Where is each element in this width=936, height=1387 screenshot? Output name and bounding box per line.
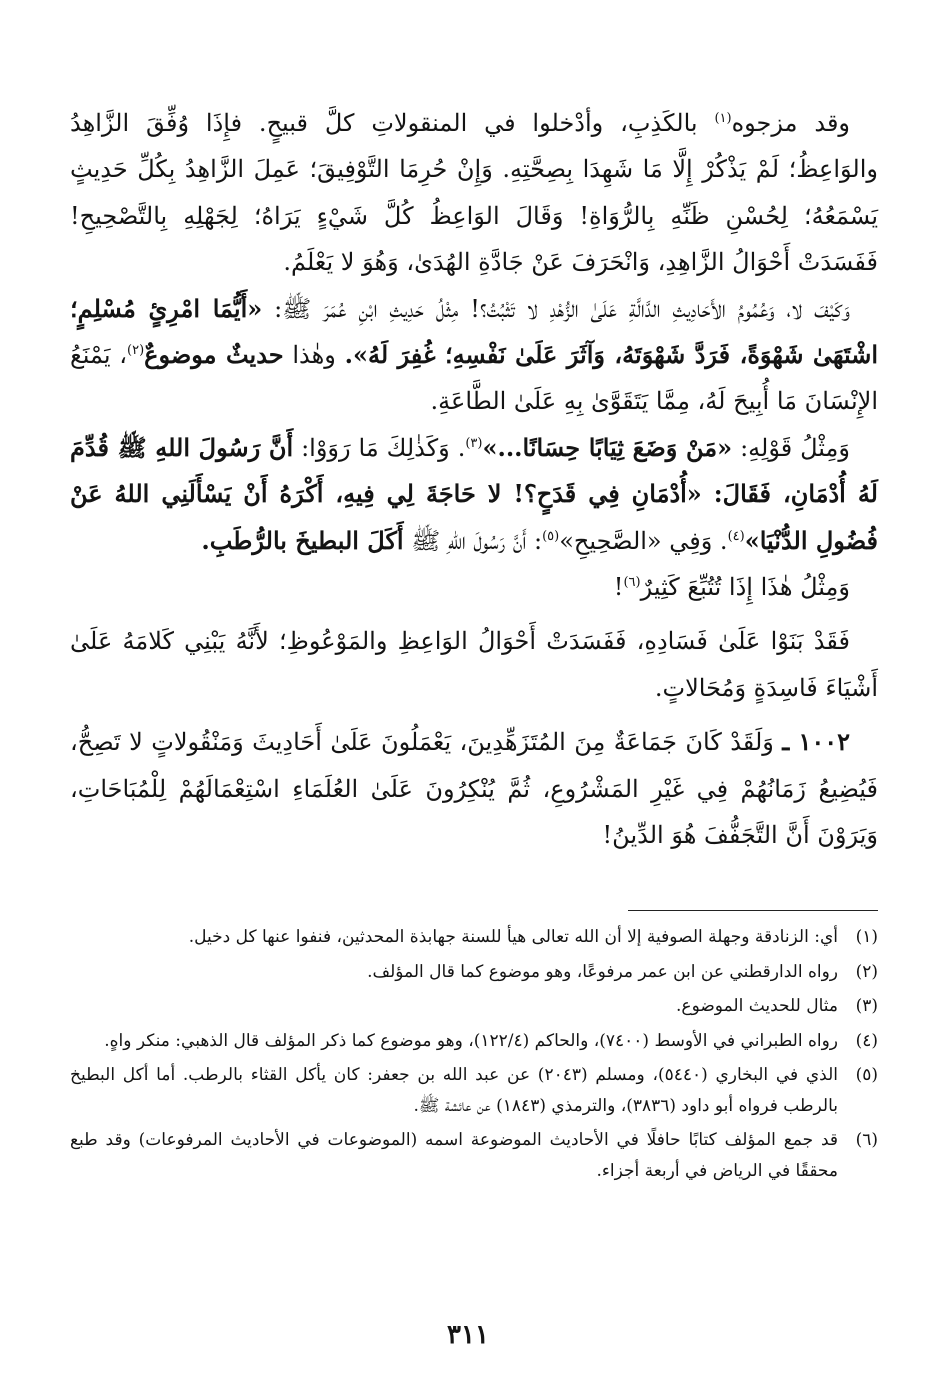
text-run: ، يَمْنَعُ الإِنْسَانَ مَا أُبِيحَ لَهُ، مِمَّا يَتَقَوَّىٰ بِهِ عَلَىٰ الطَّاعَةِ. xyxy=(70,341,878,416)
main-text xyxy=(70,100,878,859)
footnote-6 xyxy=(70,1125,878,1186)
footnote-3 xyxy=(70,991,878,1022)
text-run: وَلَقَدْ كَانَ جَمَاعَةٌ مِنَ المُتَزَهِّدِينَ، يَعْمَلُونَ عَلَىٰ أَحَادِيثَ وَمَنْقُولاتٍ لا تَصِحُّ، فَيُضِيعُ زَمَانُهُمْ فِي غَيْرِ المَشْرُوعِ، ثُمَّ يُنْكِرُونَ عَلَىٰ العُلَمَاءِ اسْتِعْمَالَهُمْ لِلْمُبَاحَاتِ، وَيَرَوْنَ أَنَّ التَّجَفُّفَ هُوَ الدِّينُ! xyxy=(70,728,878,850)
text-run: : أَنَّ رَسُولَ اللهِ ﷺ xyxy=(403,526,543,555)
hadith-quote: «أَيُّمَا امْرِئٍ مُسْلِمٍ؛ اشْتَهَىٰ شَهْوَةً، فَرَدَّ شَهْوَتَهُ، وَآثَرَ عَلَىٰ نَفْسِهِ؛ غُفِرَ لَهُ». xyxy=(70,293,878,370)
footnote-text: مثال للحديث الموضوع. xyxy=(676,996,838,1016)
text-run: وَمِثْلُ هٰذَا إِذَا تُتُبِّعَ كَثِيرٌ xyxy=(640,573,850,602)
section-number: ١٠٠٢ ـ xyxy=(782,727,851,757)
footnote-number: (٢) xyxy=(855,961,878,982)
footnote-4 xyxy=(70,1026,878,1057)
bold-ruling: حديثٌ موضوعٌ xyxy=(144,340,284,370)
paragraph-4 xyxy=(70,564,878,610)
paragraph-2 xyxy=(70,286,878,425)
footnote-5 xyxy=(70,1060,878,1121)
footnote-number: (٥) xyxy=(855,1065,878,1085)
paragraph-6 xyxy=(70,719,878,858)
footnote-ref-6[interactable]: (٦) xyxy=(623,575,641,591)
text-run: وهٰذا xyxy=(283,341,345,370)
footnote-text: رواه الطبراني في الأوسط (٧٤٠٠)، والحاكم (١٢٢/٤)، وهو موضوع كما ذكر المؤلف قال الذهبي: منكر واهٍ. xyxy=(104,1030,838,1051)
footnote-ref-3[interactable]: (٣) xyxy=(465,435,483,451)
footnote-text: رواه الدارقطني عن ابن عمر مرفوعًا، وهو موضوع كما قال المؤلف. xyxy=(367,961,838,982)
footnote-ref-5[interactable]: (٥) xyxy=(542,528,560,544)
footnote-number: (٣) xyxy=(855,996,878,1016)
hadith-quote: أَنَّ رَسُولَ اللهِ ﷺ قُدِّمَ لَهُ أُدْمَانِ، فَقَالَ: «أُدْمَانِ فِي قَدَحٍ؟! لا حَاجَةَ لِي فِيهِ، أَكْرَهُ أَنْ يَسْأَلَنِي اللهُ عَنْ فُضُولِ الدُّنْيَا» xyxy=(70,432,878,555)
footnote-text: قد جمع المؤلف كتابًا حافلًا في الأحاديث الموضوعة اسمه (الموضوعات في الأحاديث المرفوعات) وقد طبع محققًا في الرياض في أربعة أجزاء. xyxy=(70,1130,838,1181)
text-run: ! xyxy=(613,573,624,602)
footnote-text: أي: الزنادقة وجهلة الصوفية إلا أن الله تعالى هيأ للسنة جهابذة المحدثين، فنفوا عنها كل دخيل. xyxy=(188,927,838,947)
hadith-quote: «مَنْ وَضَعَ ثِيَابًا حِسَانًا...» xyxy=(482,432,733,462)
footnote-separator xyxy=(628,910,878,911)
text-run: بالكَذِبِ، وأدْخلوا في المنقولاتِ كلَّ قبيحٍ. xyxy=(242,109,715,137)
footnote-2 xyxy=(70,957,878,988)
text-run: . وَكَذٰلِكَ مَا رَوَوْا: xyxy=(293,433,466,462)
paragraph-3 xyxy=(70,425,878,564)
paragraph-5: فَقَدْ بَنَوْا عَلَىٰ فَسَادِهِ، فَفَسَدَتْ أَحْوَالُ الوَاعِظِ والمَوْعُوظِ؛ لأَنَّهُ يَبْنِي كَلامَهُ عَلَىٰ أَشْيَاءَ فَاسِدَةٍ وَمُحَالاتٍ. xyxy=(70,627,878,702)
text-run: وَكَيْفَ لا، وَعُمُومُ الأَحَادِيثِ الدَّالَّةِ عَلَىٰ الزُّهْدِ لا تَثْبُتُ؟! مِثْلُ حَدِيثِ ابْنِ عُمَرَ ﷺ: xyxy=(262,294,850,323)
text-run: وقد مزجوه xyxy=(731,109,850,137)
footnote-number: (١) xyxy=(855,927,878,947)
text-run: فإِذَا وُفِّقَ الزَّاهِدُ والوَاعِظُ؛ لَمْ يَذْكُرْ إِلَّا مَا شَهِدَا بِصِحَّتِهِ. وَإِنْ حُرِمَا التَّوْفِيقَ؛ عَمِلَ الزَّاهِدُ بِكُلِّ حَدِيثٍ يَسْمَعُهُ؛ لِحُسْنِ ظَنِّهِ بِالرُّوَاةِ! وَقَالَ الوَاعِظُ كُلَّ شَيْءٍ يَرَاهُ؛ لِجَهْلِهِ بِالتَّصْحِيحِ! فَفَسَدَتْ أَحْوَالُ الزَّاهِدِ، وَانْحَرَفَ عَنْ جَادَّةِ الهُدَىٰ، وَهُوَ لا يَعْلَمُ. xyxy=(70,109,878,277)
footnotes xyxy=(70,922,878,1190)
text-run: . وَفِي «الصَّحِيحِ» xyxy=(559,526,728,555)
page-number: ٣١١ xyxy=(447,1320,489,1350)
page-content xyxy=(70,100,878,1350)
footnote-1 xyxy=(70,922,878,953)
footnote-number: (٤) xyxy=(855,1030,878,1051)
paragraph-1 xyxy=(70,100,878,286)
footnote-ref-1[interactable]: (١) xyxy=(714,111,732,126)
hadith-quote: أَكَلَ البطيخَ بالرُّطَبِ. xyxy=(201,525,404,555)
footnote-ref-4[interactable]: (٤) xyxy=(727,528,745,544)
text-run: وَمِثْلُ قَوْلِهِ: xyxy=(732,433,850,462)
footnote-ref-2[interactable]: (٢) xyxy=(127,343,145,359)
footnote-number: (٦) xyxy=(855,1130,878,1150)
footnote-text: الذي في البخاري (٥٤٤٠)، ومسلم (٢٠٤٣) عن عبد الله بن جعفر: كان يأكل القثاء بالرطب. أما أكل البطيخ بالرطب فرواه أبو داود (٣٨٣٦)، والترمذي (١٨٤٣) عن عائشة ﷺ. xyxy=(70,1065,838,1116)
